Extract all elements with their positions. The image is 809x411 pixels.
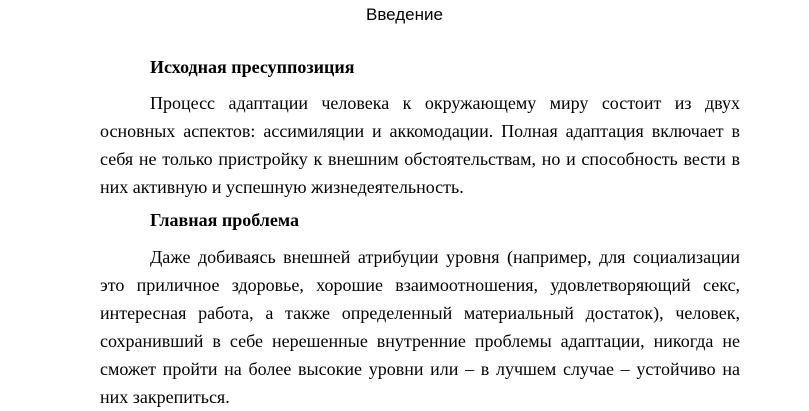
page-title: Введение [366,5,443,24]
section-paragraph-main-problem: Даже добиваясь внешней атрибуции уровня (например, для социализации это приличное здоровье, хорошие взаимоотношения, удовлетворяющий секс, интересная работа, а также определенный материальный достаток), человек, сохранивший в себе нерешенные внутренние проблемы адаптации, никогда не сможет пройти на более высокие уровни или – в лучшем случае – устойчиво на них закрепиться. [100,247,740,407]
section-heading-main-problem: Главная проблема [150,210,300,230]
section-heading-initial-presupposition: Исходная пресуппозиция [150,57,355,77]
section-paragraph-initial-presupposition: Процесс адаптации человека к окружающему миру состоит из двух основных аспектов: ассимиляции и аккомодации. Полная адаптация включает в себя не только пристройку к внешним обстоятельствам, но и способность вести в них активную и успешную жизнедеятельность. [100,93,740,197]
